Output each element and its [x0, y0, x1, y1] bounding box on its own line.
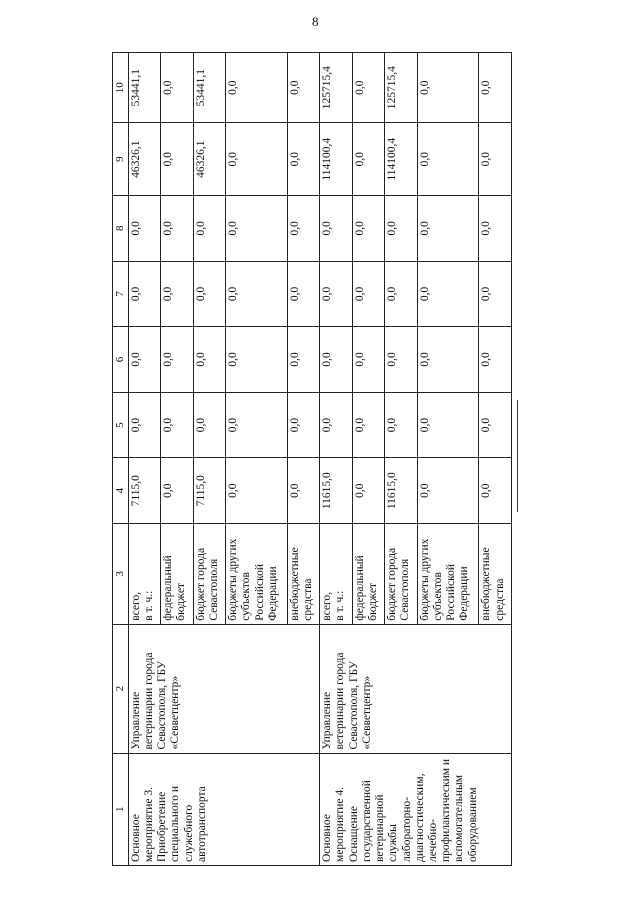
- value-cell: 0,0: [385, 195, 417, 261]
- value-cell: 0,0: [417, 327, 479, 393]
- value-cell: 46326,1: [193, 123, 225, 196]
- value-cell: 11615,0: [320, 458, 352, 524]
- value-cell: 0,0: [161, 123, 193, 196]
- value-cell: 11615,0: [385, 458, 417, 524]
- value-cell: 0,0: [161, 392, 193, 458]
- value-cell: 0,0: [479, 195, 512, 261]
- value-cell: 0,0: [226, 261, 288, 327]
- header-cell: 2: [113, 624, 129, 753]
- value-cell: 0,0: [287, 53, 319, 123]
- value-cell: 125715,4: [320, 53, 352, 123]
- value-cell: 0,0: [320, 327, 352, 393]
- value-cell: 0,0: [352, 392, 384, 458]
- funding-source-cell: внебюджетные средства: [287, 523, 319, 624]
- value-cell: 0,0: [417, 53, 479, 123]
- value-cell: 7115,0: [128, 458, 160, 524]
- value-cell: 0,0: [352, 261, 384, 327]
- value-cell: 0,0: [161, 327, 193, 393]
- header-cell: 10: [113, 53, 129, 123]
- header-cell: 4: [113, 458, 129, 524]
- value-cell: 0,0: [287, 195, 319, 261]
- value-cell: 0,0: [193, 327, 225, 393]
- value-cell: 0,0: [417, 123, 479, 196]
- header-cell: 1: [113, 753, 129, 865]
- value-cell: 0,0: [226, 123, 288, 196]
- header-cell: 3: [113, 523, 129, 624]
- value-cell: 0,0: [417, 392, 479, 458]
- value-cell: 114100,4: [385, 123, 417, 196]
- value-cell: 0,0: [193, 392, 225, 458]
- value-cell: 125715,4: [385, 53, 417, 123]
- funding-source-cell: бюджет города Севастополя: [385, 523, 417, 624]
- value-cell: 0,0: [479, 327, 512, 393]
- table-rotor: [112, 52, 512, 866]
- value-cell: 0,0: [385, 327, 417, 393]
- value-cell: 114100,4: [320, 123, 352, 196]
- rotated-table-area: [112, 52, 512, 866]
- value-cell: 0,0: [352, 195, 384, 261]
- header-cell: 8: [113, 195, 129, 261]
- funding-source-cell: бюджет города Севастополя: [193, 523, 225, 624]
- value-cell: 0,0: [226, 392, 288, 458]
- value-cell: 0,0: [287, 261, 319, 327]
- value-cell: 0,0: [161, 53, 193, 123]
- value-cell: 0,0: [320, 261, 352, 327]
- funding-source-cell: внебюджетные средства: [479, 523, 512, 624]
- value-cell: 0,0: [226, 327, 288, 393]
- table-row: [320, 53, 352, 866]
- value-cell: 0,0: [226, 195, 288, 261]
- table-row: [128, 53, 160, 866]
- value-cell: 0,0: [479, 261, 512, 327]
- value-cell: 0,0: [479, 123, 512, 196]
- value-cell: 53441,1: [193, 53, 225, 123]
- value-cell: 0,0: [417, 195, 479, 261]
- executor-cell: Управление ветеринарии города Севастополя, ГБУ «Севветцентр»: [128, 624, 320, 753]
- activity-cell: Основное мероприятие 4. Оснащение государственной ветеринарной службы лабораторно- диагностическим, лечебно- профилактическим и вспомогательным оборудованием: [320, 753, 512, 865]
- value-cell: 0,0: [161, 195, 193, 261]
- value-cell: 0,0: [417, 261, 479, 327]
- header-cell: 7: [113, 261, 129, 327]
- value-cell: 0,0: [352, 327, 384, 393]
- value-cell: 0,0: [287, 327, 319, 393]
- value-cell: 0,0: [161, 261, 193, 327]
- page-number: 8: [312, 14, 319, 29]
- value-cell: 53441,1: [128, 53, 160, 123]
- value-cell: 0,0: [479, 458, 512, 524]
- value-cell: 0,0: [352, 53, 384, 123]
- value-cell: 0,0: [287, 123, 319, 196]
- value-cell: 0,0: [320, 195, 352, 261]
- header-cell: 5: [113, 392, 129, 458]
- value-cell: 0,0: [479, 53, 512, 123]
- funding-table: [112, 52, 512, 866]
- value-cell: 0,0: [417, 458, 479, 524]
- funding-source-cell: бюджеты других субъектов Российской Федерации: [226, 523, 288, 624]
- value-cell: 0,0: [287, 458, 319, 524]
- activity-cell: Основное мероприятие 3. Приобретение специального и служебного автотранспорта: [128, 753, 320, 865]
- value-cell: 0,0: [128, 195, 160, 261]
- executor-cell: Управление ветеринарии города Севастополя, ГБУ «Севветцентр»: [320, 624, 512, 753]
- table-header-row: [113, 53, 129, 866]
- value-cell: 0,0: [320, 392, 352, 458]
- header-cell: 6: [113, 327, 129, 393]
- value-cell: 0,0: [226, 458, 288, 524]
- value-cell: 0,0: [352, 123, 384, 196]
- value-cell: 0,0: [287, 392, 319, 458]
- value-cell: 0,0: [161, 458, 193, 524]
- value-cell: 0,0: [193, 195, 225, 261]
- value-cell: 46326,1: [128, 123, 160, 196]
- funding-source-cell: федеральный бюджет: [161, 523, 193, 624]
- value-cell: 0,0: [128, 261, 160, 327]
- value-cell: 0,0: [128, 392, 160, 458]
- value-cell: 0,0: [193, 261, 225, 327]
- value-cell: 0,0: [479, 392, 512, 458]
- funding-source-cell: федеральный бюджет: [352, 523, 384, 624]
- funding-source-cell: всего, в т. ч.:: [320, 523, 352, 624]
- funding-source-cell: всего, в т. ч.:: [128, 523, 160, 624]
- header-cell: 9: [113, 123, 129, 196]
- value-cell: 0,0: [385, 392, 417, 458]
- divider-line: [517, 400, 518, 512]
- funding-source-cell: бюджеты других субъектов Российской Федерации: [417, 523, 479, 624]
- value-cell: 0,0: [352, 458, 384, 524]
- value-cell: 0,0: [226, 53, 288, 123]
- value-cell: 0,0: [385, 261, 417, 327]
- table-body: [128, 53, 511, 866]
- value-cell: 7115,0: [193, 458, 225, 524]
- value-cell: 0,0: [128, 327, 160, 393]
